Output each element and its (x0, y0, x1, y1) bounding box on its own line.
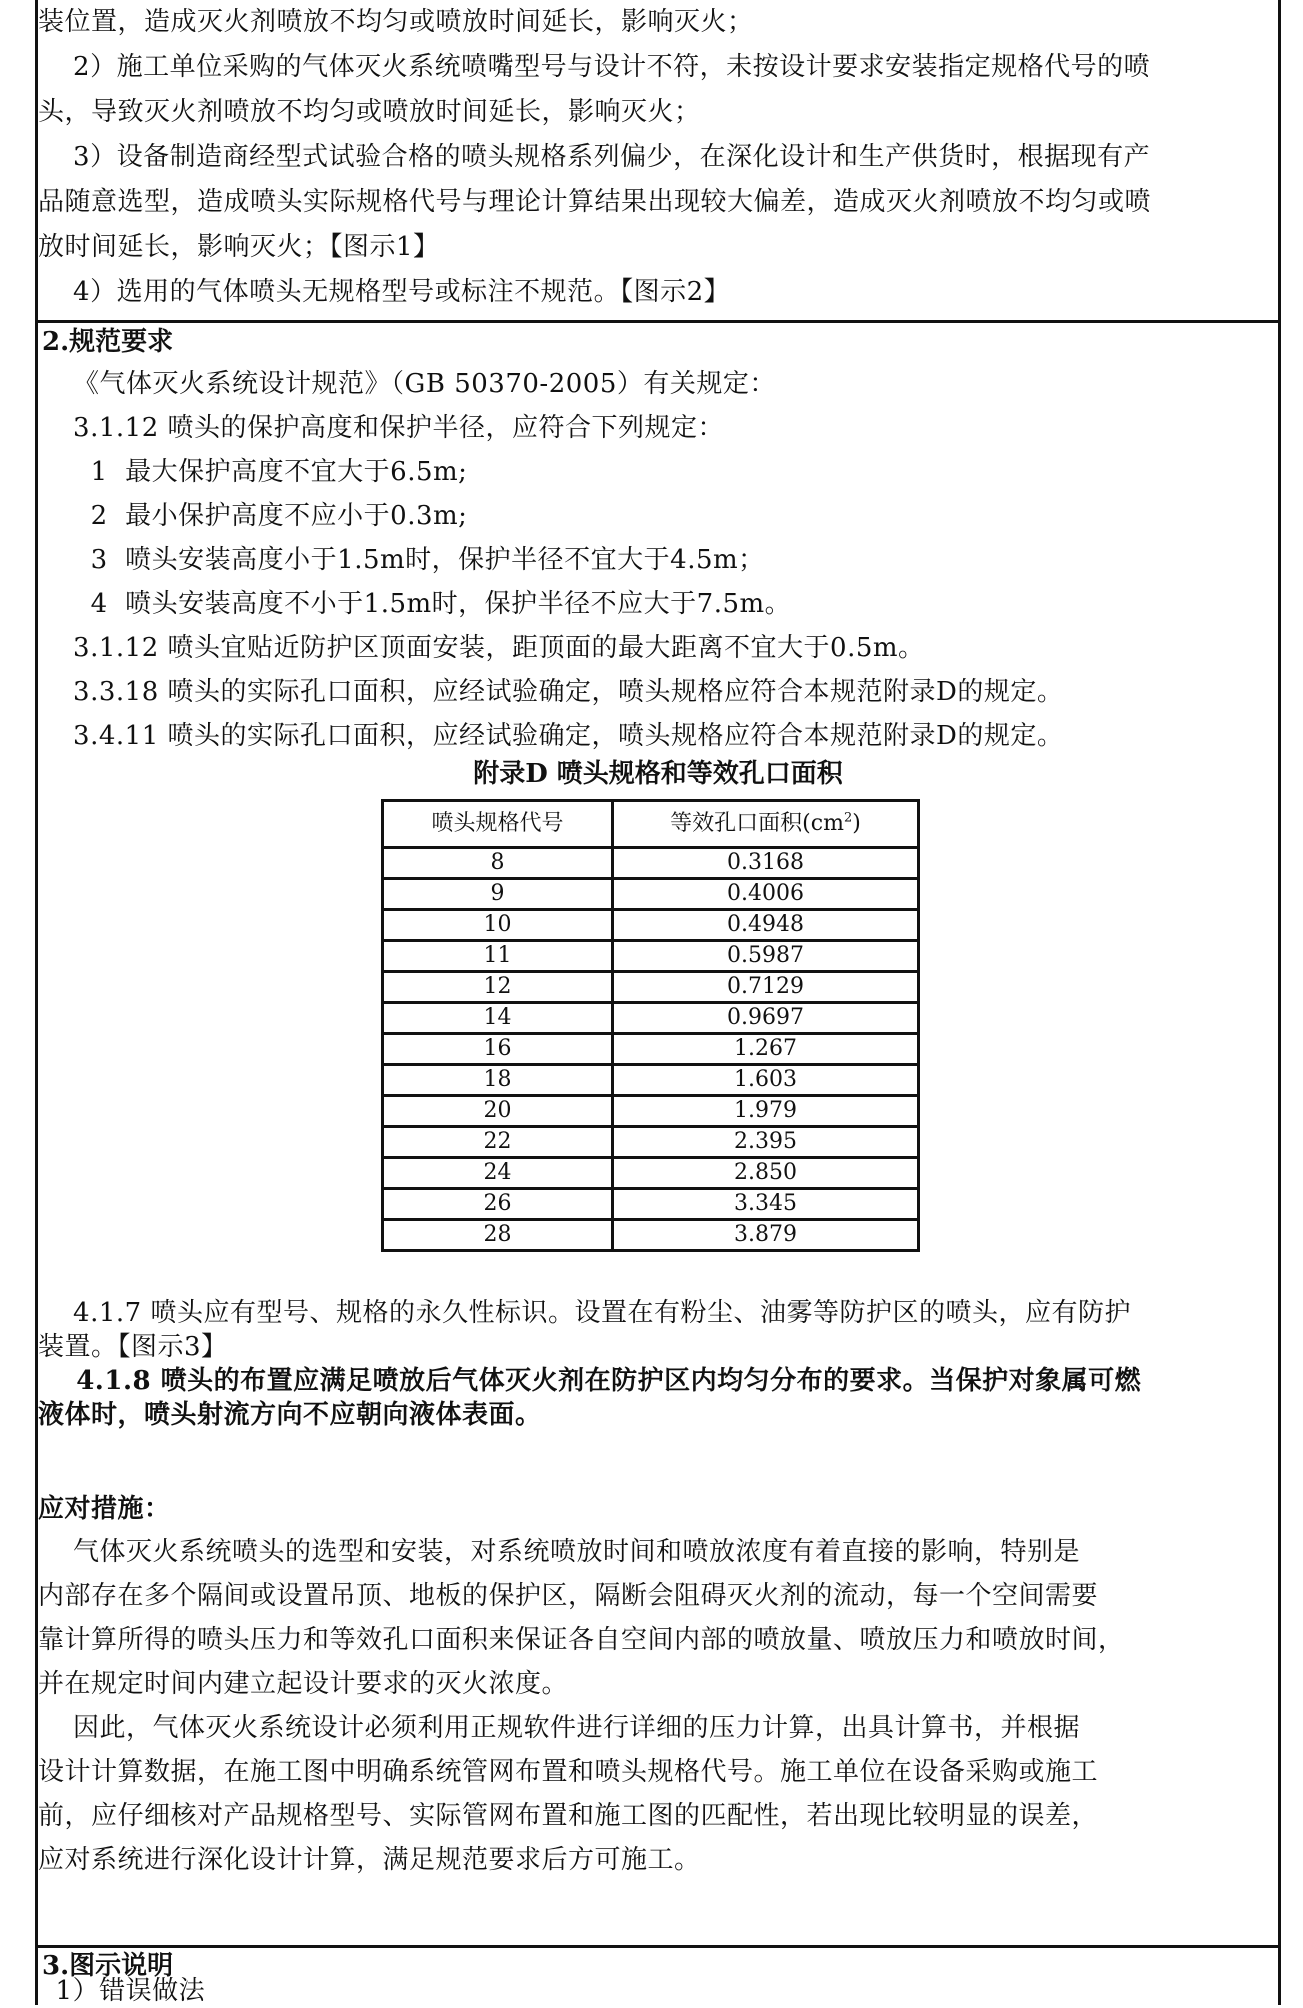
table-row (383, 1158, 919, 1189)
text-line: 3.3.18 喷头的实际孔口面积，应经试验确定，喷头规格应符合本规范附录D的规定。 (38, 677, 1064, 707)
cell-area: 1.603 (613, 1065, 919, 1096)
section-causes (38, 0, 1278, 323)
measures-text (38, 1530, 1278, 1882)
table-row (383, 941, 919, 972)
text-line: 4）选用的气体喷头无规格型号或标注不规范。【图示2】 (38, 277, 731, 307)
requirements-heading: 2.规范要求 (42, 327, 174, 357)
text-line: 前，应仔细核对产品规格型号、实际管网布置和施工图的匹配性，若出现比较明显的误差， (38, 1801, 1099, 1831)
text-line: 2）施工单位采购的气体灭火系统喷嘴型号与设计不符，未按设计要求安装指定规格代号的喷 (38, 52, 1151, 82)
cell-area: 1.979 (613, 1096, 919, 1127)
rules-text (38, 362, 1278, 758)
table-row (383, 879, 919, 910)
table-row (383, 1127, 919, 1158)
col-header-code: 喷头规格代号 (383, 801, 613, 848)
cell-code: 10 (383, 910, 613, 941)
text-line: 液体时，喷头射流方向不应朝向液体表面。 (38, 1400, 542, 1430)
cell-code: 18 (383, 1065, 613, 1096)
text-line: 品随意选型，造成喷头实际规格代号与理论计算结果出现较大偏差，造成灭火剂喷放不均匀或喷 (38, 187, 1152, 217)
col-header-area-close: ) (852, 811, 861, 836)
table-row (383, 1065, 919, 1096)
text-line: 内部存在多个隔间或设置吊顶、地板的保护区，隔断会阻碍灭火剂的流动，每一个空间需要 (38, 1581, 1099, 1611)
text-line: 放时间延长，影响灭火；【图示1】 (38, 232, 440, 262)
cell-code: 28 (383, 1220, 613, 1251)
cell-area: 0.4948 (613, 910, 919, 941)
cell-area: 0.9697 (613, 1003, 919, 1034)
cell-code: 11 (383, 941, 613, 972)
text-line: 3 喷头安装高度小于1.5m时，保护半径不宜大于4.5m； (38, 545, 765, 575)
section-illustration (38, 1948, 1278, 2005)
col-header-area-text: 等效孔口面积(cm (670, 811, 844, 836)
table-header-row (383, 801, 919, 848)
cell-code: 24 (383, 1158, 613, 1189)
text-line: 1 最大保护高度不宜大于6.5m; (38, 457, 468, 487)
rule-418-text (38, 1364, 1278, 1432)
cell-area: 3.345 (613, 1189, 919, 1220)
cell-area: 1.267 (613, 1034, 919, 1065)
section-requirements (38, 323, 1278, 1948)
text-line: 应对系统进行深化设计计算，满足规范要求后方可施工。 (38, 1845, 701, 1875)
text-line: 气体灭火系统喷头的选型和安装，对系统喷放时间和喷放浓度有着直接的影响，特别是 (38, 1537, 1081, 1567)
text-line: 《气体灭火系统设计规范》（GB 50370-2005）有关规定： (38, 369, 776, 399)
table-row (383, 972, 919, 1003)
cell-area: 0.5987 (613, 941, 919, 972)
cell-code: 20 (383, 1096, 613, 1127)
table-row (383, 1034, 919, 1065)
table-row (383, 1220, 919, 1251)
table-row (383, 1096, 919, 1127)
cell-code: 14 (383, 1003, 613, 1034)
illustration-heading: 3.图示说明 (42, 1951, 174, 1981)
text-line: 头，导致灭火剂喷放不均匀或喷放时间延长，影响灭火； (38, 97, 701, 127)
cell-code: 9 (383, 879, 613, 910)
table-row (383, 1003, 919, 1034)
text-line: 4 喷头安装高度不小于1.5m时，保护半径不应大于7.5m。 (38, 589, 792, 619)
appendix-title: 附录D 喷头规格和等效孔口面积 (473, 759, 843, 789)
cell-code: 16 (383, 1034, 613, 1065)
cell-code: 8 (383, 848, 613, 879)
illustration-item: 1）错误做法 (38, 1976, 206, 2006)
col-header-area (613, 801, 919, 848)
col-header-area-sup: 2 (843, 810, 853, 826)
text-line: 装置。【图示3】 (38, 1332, 228, 1362)
text-line: 3.1.12 喷头宜贴近防护区顶面安装，距顶面的最大距离不宜大于0.5m。 (38, 633, 925, 663)
table-row (383, 848, 919, 879)
text-line: 2 最小保护高度不应小于0.3m; (38, 501, 468, 531)
text-line: 4.1.7 喷头应有型号、规格的永久性标识。设置在有粉尘、油雾等防护区的喷头，应有防护 (38, 1298, 1131, 1328)
text-line: 装位置，造成灭火剂喷放不均匀或喷放时间延长，影响灭火； (38, 7, 754, 37)
document-sheet (35, 0, 1281, 2005)
cell-code: 26 (383, 1189, 613, 1220)
cell-area: 0.4006 (613, 879, 919, 910)
cell-code: 12 (383, 972, 613, 1003)
cell-area: 2.395 (613, 1127, 919, 1158)
cell-area: 0.3168 (613, 848, 919, 879)
cell-area: 2.850 (613, 1158, 919, 1189)
table-row (383, 910, 919, 941)
cell-code: 22 (383, 1127, 613, 1158)
table-row (383, 1189, 919, 1220)
text-line: 4.1.8 喷头的布置应满足喷放后气体灭火剂在防护区内均匀分布的要求。当保护对象属可燃 (38, 1366, 1142, 1396)
text-line: 因此，气体灭火系统设计必须利用正规软件进行详细的压力计算，出具计算书，并根据 (38, 1713, 1081, 1743)
cell-area: 0.7129 (613, 972, 919, 1003)
nozzle-spec-table (381, 799, 920, 1252)
causes-text (38, 0, 1278, 315)
text-line: 3.1.12 喷头的保护高度和保护半径，应符合下列规定： (38, 413, 725, 443)
text-line: 并在规定时间内建立起设计要求的灭火浓度。 (38, 1669, 569, 1699)
text-line: 设计计算数据，在施工图中明确系统管网布置和喷头规格代号。施工单位在设备采购或施工 (38, 1757, 1099, 1787)
cell-area: 3.879 (613, 1220, 919, 1251)
rule-417-text (38, 1296, 1278, 1364)
text-line: 3.4.11 喷头的实际孔口面积，应经试验确定，喷头规格应符合本规范附录D的规定。 (38, 721, 1064, 751)
text-line: 靠计算所得的喷头压力和等效孔口面积来保证各自空间内部的喷放量、喷放压力和喷放时间， (38, 1625, 1125, 1655)
text-line: 3）设备制造商经型式试验合格的喷头规格系列偏少，在深化设计和生产供货时，根据现有产 (38, 142, 1151, 172)
measures-heading: 应对措施： (38, 1494, 171, 1524)
